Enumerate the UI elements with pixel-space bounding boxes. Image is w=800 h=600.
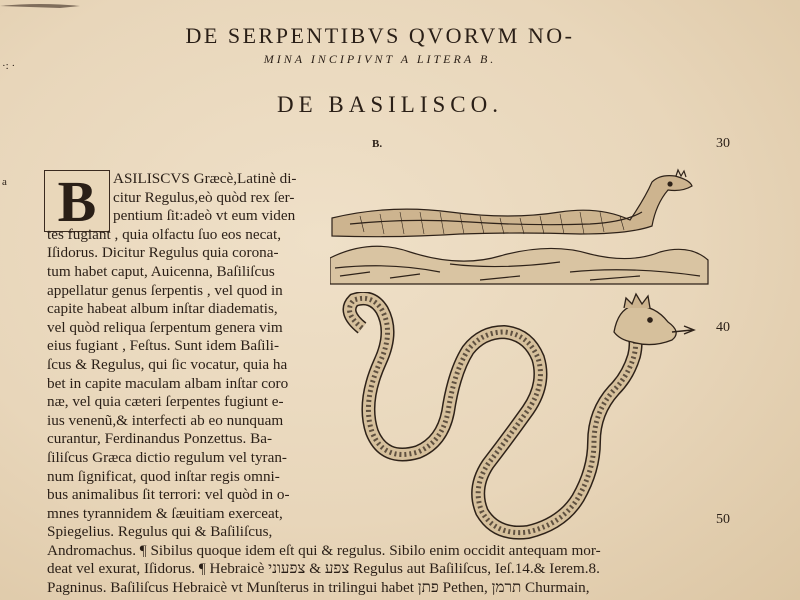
top-edge-fragment — [0, 0, 800, 14]
text-line: ius venenũ,& interfecti ab eo nunquam — [47, 411, 284, 429]
decorated-initial: B — [44, 170, 110, 232]
left-margin-mark: a — [2, 176, 7, 188]
text-line: Pagninus. Baſiliſcus Hebraicè vt Munſterus in trilingui habet פתן Pethen, תרמן Churmain, — [47, 579, 590, 597]
text-line: vel quòd reliqua ſerpentum genera vim — [47, 318, 283, 336]
text-line: mnes tyrannidem & ſæuitiam exerceat, — [47, 504, 283, 522]
text-line: capite habeat album inſtar diadematis, — [47, 300, 278, 318]
text-line: næ, vel quia cæteri ſerpentes fugiunt e- — [47, 393, 284, 411]
text-line: eius fugiant , Feſtus. Sunt idem Baſili- — [47, 337, 280, 355]
text-line: Iſidorus. Dicitur Regulus quia corona- — [47, 244, 279, 262]
line-number-30: 30 — [716, 136, 730, 151]
text-line: appellatur genus ſerpentis , vel quod in — [47, 281, 283, 299]
text-line: tes fugiant , quia olfactu ſuo eos necat, — [47, 225, 282, 243]
line-number-40: 40 — [716, 320, 730, 335]
text-line: deat vel exurat, Iſidorus. ¶ Hebraicè צפע & צפעוני Regulus aut Baſiliſcus, Ieſ.14.& Ierem.8. — [47, 560, 600, 578]
text-line: ASILISCVS Græcè,Latinè di- — [113, 170, 297, 187]
text-line: num ſignificat, quod inſtar regis omni- — [47, 467, 280, 485]
left-margin-dots: ·: · — [2, 60, 16, 72]
chapter-heading: DE SERPENTIBVS QVORVM NO- — [185, 23, 575, 48]
text-line: citur Regulus,eò quòd rex ſer- — [113, 188, 295, 206]
text-line: curantur, Ferdinandus Ponzettus. Ba- — [47, 430, 273, 448]
line-number-50: 50 — [716, 512, 730, 527]
text-line: pentium ſit:adeò vt eum viden — [113, 207, 296, 225]
section-letter: B. — [372, 138, 383, 150]
chapter-subheading: MINA INCIPIVNT A LITERA B. — [263, 52, 497, 66]
woodcut-crowned-basilisk — [332, 292, 702, 542]
text-line: bet in capite maculam albam inſtar coro — [47, 374, 289, 392]
text-line: bus animalibus ſit terrori: vel quòd in o- — [47, 486, 290, 504]
section-title: DE BASILISCO. — [276, 92, 503, 117]
text-line: Andromachus. ¶ Sibilus quoque idem eſt qui & regulus. Sibilo enim occidit antequam mor- — [47, 541, 601, 559]
text-line: ſiliſcus Græca dictio regulum vel tyran- — [47, 448, 287, 466]
text-line: ſcus & Regulus, qui ſic vocatur, quia ha — [47, 355, 288, 373]
text-line: tum habet caput, Auicenna, Baſiliſcus — [47, 262, 275, 280]
text-line: Spiegelius. Regulus qui & Baſiliſcus, — [47, 523, 273, 541]
woodcut-basilisk-on-ground — [330, 168, 715, 290]
